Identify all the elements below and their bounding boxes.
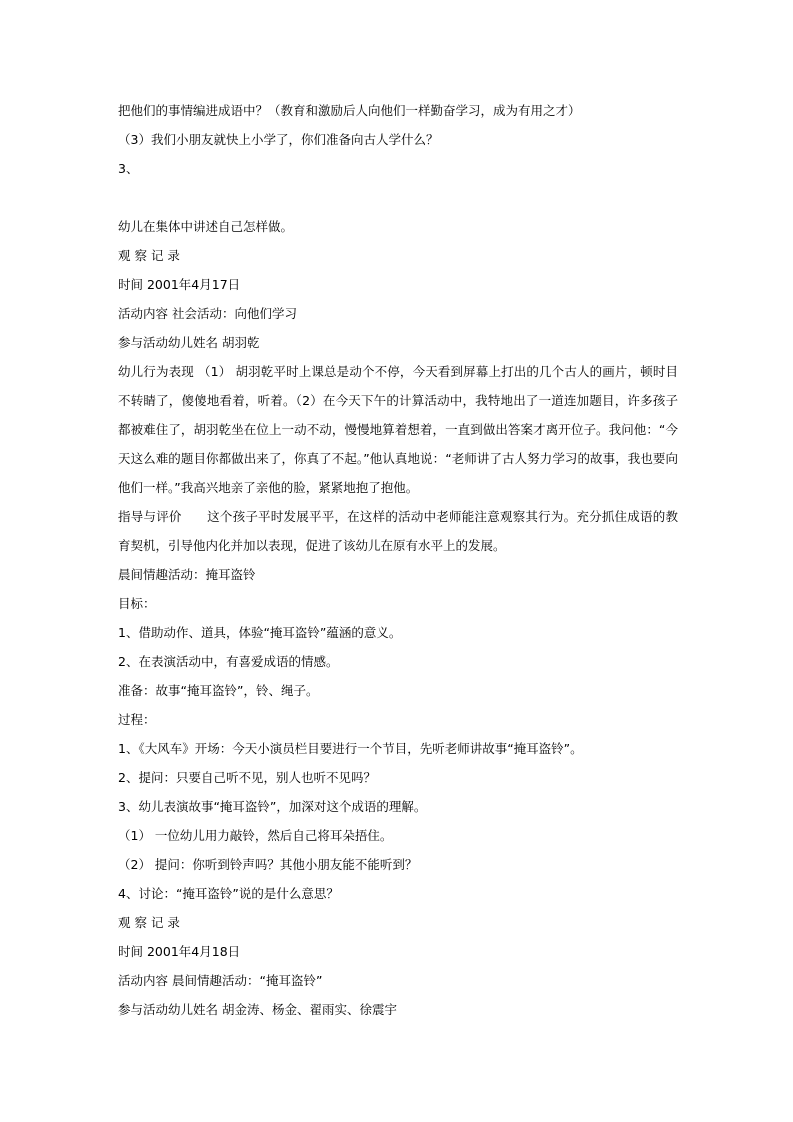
- text-line: 4、讨论：“掩耳盗铃”说的是什么意思？: [118, 886, 339, 901]
- text-line: 把他们的事情编进成语中？（教育和激励后人向他们一样勤奋学习，成为有用之才）: [118, 103, 581, 118]
- text-line: 3、: [118, 161, 139, 176]
- record-date: 时间 2001年4月17日: [118, 277, 241, 292]
- text-line: （3）我们小朋友就快上小学了，你们准备向古人学什么？: [118, 132, 439, 147]
- record-participants: 参与活动幼儿姓名 胡金涛、杨金、翟雨实、徐震宇: [118, 1002, 397, 1017]
- text-line: 2、提问：只要自己听不见，别人也听不见吗？: [118, 770, 376, 785]
- text-line: 过程：: [118, 712, 156, 727]
- section-heading: 观 察 记 录: [118, 248, 180, 263]
- text-line: 幼儿在集体中讲述自己怎样做。: [118, 219, 294, 234]
- record-activity: 活动内容 晨间情趣活动：“掩耳盗铃”: [118, 973, 323, 988]
- text-line: （2） 提问：你听到铃声吗？其他小朋友能不能听到？: [118, 857, 418, 872]
- text-line: （1） 一位幼儿用力敲铃，然后自己将耳朵捂住。: [118, 828, 393, 843]
- activity-title: 晨间情趣活动：掩耳盗铃: [118, 567, 256, 582]
- text-line: 2、在表演活动中，有喜爱成语的情感。: [118, 654, 339, 669]
- record-participants: 参与活动幼儿姓名 胡羽乾: [118, 335, 260, 350]
- text-line: 3、幼儿表演故事“掩耳盗铃”，加深对这个成语的理解。: [118, 799, 427, 814]
- section-heading: 观 察 记 录: [118, 915, 180, 930]
- evaluation-paragraph: 指导与评价 这个孩子平时发展平平，在这样的活动中老师能注意观察其行为。充分抓住成语的教育契机，引导他内化并加以表现，促进了该幼儿在原有水平上的发展。: [118, 509, 678, 553]
- record-activity: 活动内容 社会活动：向他们学习: [118, 306, 297, 321]
- text-line: 1、借助动作、道具，体验“掩耳盗铃”蕴涵的意义。: [118, 625, 402, 640]
- text-line: 1、《大风车》开场：今天小演员栏目要进行一个节目，先听老师讲故事“掩耳盗铃”。: [118, 741, 583, 756]
- behavior-paragraph: 幼儿行为表现 （1） 胡羽乾平时上课总是动个不停，今天看到屏幕上打出的几个古人的画片，顿时目不转睛了，傻傻地看着，听着。（2）在今天下午的计算活动中，我特地出了一道连加题目，许多孩子都被难住了，胡羽乾坐在位上一动不动，慢慢地算着想着，一直到做出答案才离开位子。我问他：“今天这么难的题目你都做出来了，你真了不起。”他认真地说：“老师讲了古人努力学习的故事，我也要向他们一样。”我高兴地亲了亲他的脸，紧紧地抱了抱他。: [118, 364, 678, 495]
- text-line: 目标：: [118, 596, 156, 611]
- record-date: 时间 2001年4月18日: [118, 944, 241, 959]
- text-line: 准备：故事“掩耳盗铃”，铃、绳子。: [118, 683, 319, 698]
